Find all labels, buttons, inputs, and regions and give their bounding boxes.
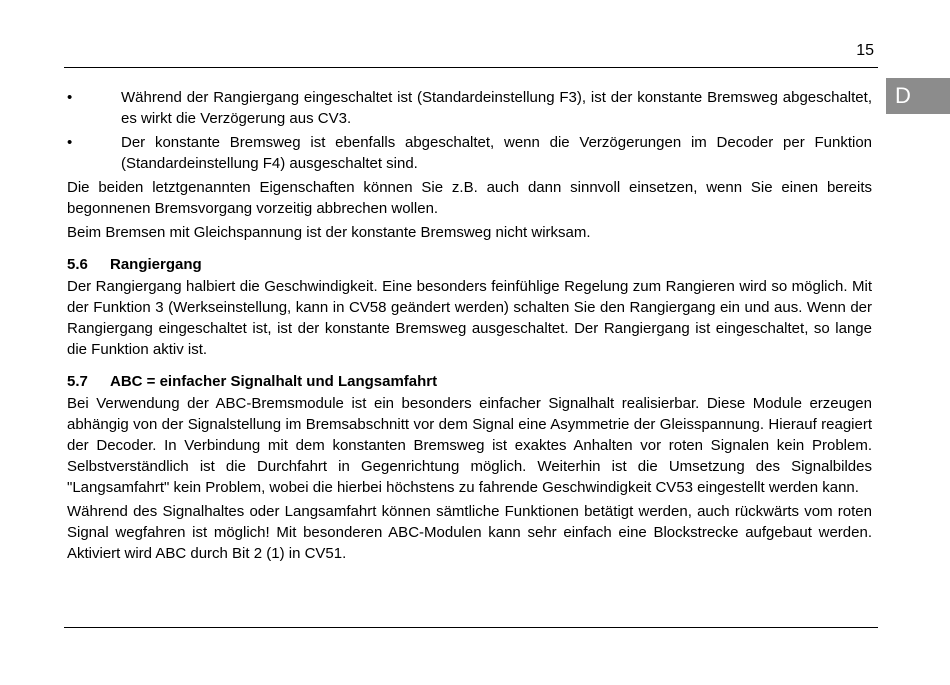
section-title: Rangiergang	[110, 256, 202, 273]
section-heading	[67, 254, 872, 275]
bullet-icon: •	[67, 89, 73, 106]
bullet-text: Während der Rangiergang eingeschaltet ist (Standardeinstellung F3), ist der konstante Bremsweg abgeschaltet, es wirkt die Verzögerung aus CV3.	[121, 89, 872, 127]
body-paragraph: Die beiden letztgenannten Eigenschaften können Sie z.B. auch dann sinnvoll einsetzen, wenn Sie einen bereits begonnenen Bremsvorgang vorzeitig abbrechen wollen.	[67, 179, 872, 217]
body-paragraph: Während des Signalhaltes oder Langsamfahrt können sämtliche Funktionen betätigt werden, auch rückwärts vom roten Signal wegfahren ist möglich! Mit besonderen ABC-Modulen kann sehr einfach eine Blockstrecke aufgebaut werden. Aktiviert wird ABC durch Bit 2 (1) in CV51.	[67, 503, 872, 562]
language-tab: D	[886, 78, 950, 114]
page-content	[67, 87, 872, 567]
section-heading	[67, 371, 872, 392]
section-title: ABC = einfacher Signalhalt und Langsamfahrt	[110, 373, 438, 390]
bullet-icon: •	[67, 134, 73, 151]
bullet-item	[67, 132, 872, 174]
body-paragraph: Beim Bremsen mit Gleichspannung ist der konstante Bremsweg nicht wirksam.	[67, 224, 591, 241]
footer-rule	[64, 627, 878, 628]
body-paragraph: Der Rangiergang halbiert die Geschwindigkeit. Eine besonders feinfühlige Regelung zum Rangieren wird so möglich. Mit der Funktion 3 (Werkseinstellung, kann in CV58 geändert werden) schalten Sie den Rangiergang ein und aus. Wenn der Rangiergang eingeschaltet ist, ist der konstante Bremsweg ausgeschaltet. Der Rangiergang ist eingeschaltet, so lange die Funktion aktiv ist.	[67, 278, 872, 358]
header-rule	[64, 67, 878, 68]
bullet-item	[67, 87, 872, 129]
section-number: 5.6	[67, 256, 88, 273]
section-number: 5.7	[67, 373, 88, 390]
bullet-text: Der konstante Bremsweg ist ebenfalls abgeschaltet, wenn die Verzögerungen im Decoder per Funktion (Standardeinstellung F4) ausgeschaltet sind.	[121, 134, 872, 172]
body-paragraph: Bei Verwendung der ABC-Bremsmodule ist ein besonders einfacher Signalhalt realisierbar. Diese Module erzeugen abhängig von der Signalstellung im Bremsabschnitt vor dem Signal eine Asymmetrie der Gleisspannung. Hierauf reagiert der Decoder. In Verbindung mit dem konstanten Bremsweg ist exaktes Anhalten vor roten Signalen kein Problem. Selbstverständlich ist die Durchfahrt in Gegenrichtung möglich. Weiterhin ist die Umsetzung des Signalbildes "Langsamfahrt" kein Problem, wobei die hierbei höchstens zu fahrende Geschwindigkeit CV53 eingestellt werden kann.	[67, 395, 872, 496]
page-number: 15	[856, 42, 874, 59]
